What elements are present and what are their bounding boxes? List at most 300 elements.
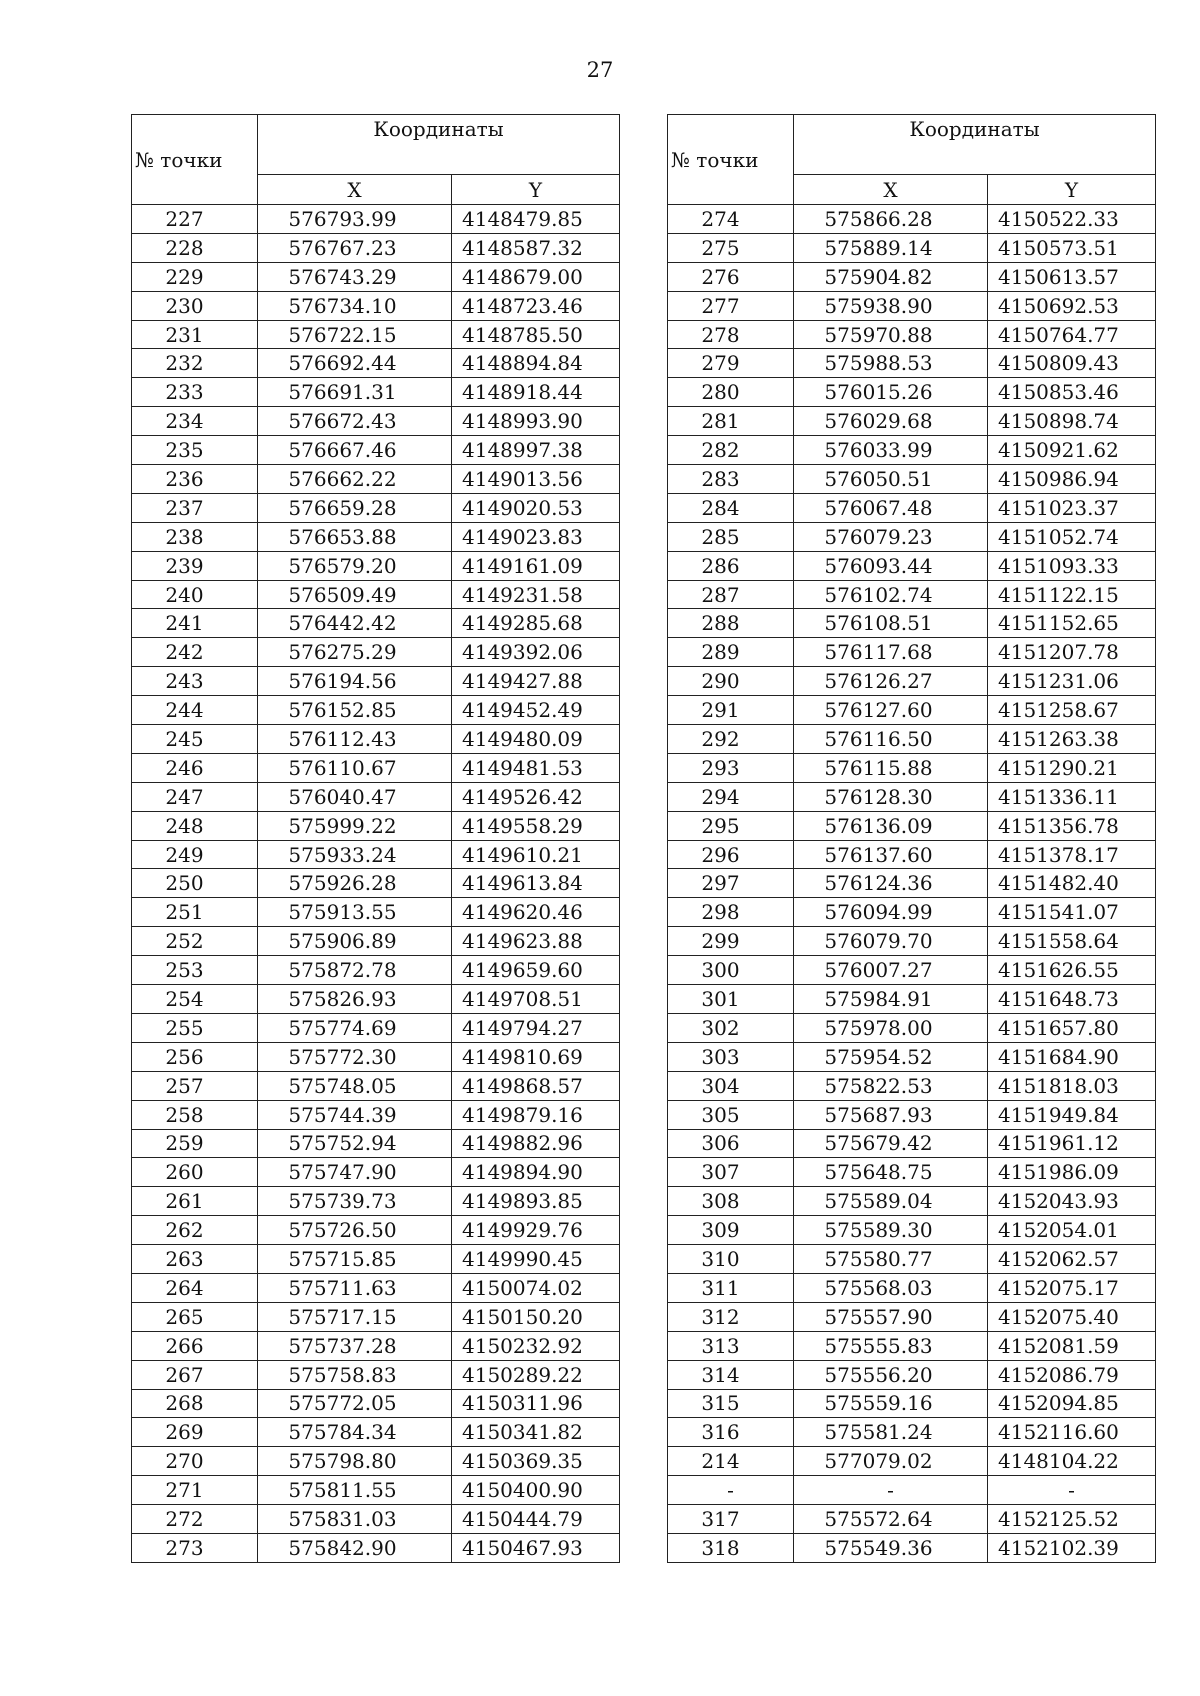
point-number-cell: 258 (132, 1100, 258, 1129)
table-row (132, 580, 620, 609)
x-coordinate-cell: 576126.27 (794, 667, 988, 696)
y-coordinate-cell: 4150400.90 (452, 1476, 620, 1505)
table-row (132, 1158, 620, 1187)
table-row (132, 1360, 620, 1389)
x-coordinate-cell: 575747.90 (258, 1158, 452, 1187)
y-coordinate-cell: 4149708.51 (452, 985, 620, 1014)
y-coordinate-cell: 4151336.11 (988, 782, 1156, 811)
table-row (668, 927, 1156, 956)
x-coordinate-cell: 576692.44 (258, 349, 452, 378)
x-coordinate-cell: 575926.28 (258, 869, 452, 898)
y-coordinate-cell: 4149161.09 (452, 551, 620, 580)
table-row (132, 1187, 620, 1216)
x-coordinate-cell: 575568.03 (794, 1273, 988, 1302)
x-coordinate-cell: 575811.55 (258, 1476, 452, 1505)
table-row (668, 1389, 1156, 1418)
table-row (132, 725, 620, 754)
table-row (668, 1505, 1156, 1534)
point-number-cell: 238 (132, 522, 258, 551)
table-row (132, 1418, 620, 1447)
x-coordinate-cell: 575589.04 (794, 1187, 988, 1216)
table-row (132, 1331, 620, 1360)
y-coordinate-cell: 4150764.77 (988, 320, 1156, 349)
table-row (132, 378, 620, 407)
y-coordinate-cell: 4148993.90 (452, 407, 620, 436)
point-number-cell: 284 (668, 493, 794, 522)
point-number-cell: 255 (132, 1013, 258, 1042)
y-coordinate-cell: 4152043.93 (988, 1187, 1156, 1216)
x-coordinate-cell: 575555.83 (794, 1331, 988, 1360)
point-number-cell: 265 (132, 1302, 258, 1331)
x-coordinate-cell: 576040.47 (258, 782, 452, 811)
coordinates-header: Координаты (258, 115, 620, 175)
x-coordinate-cell: 576033.99 (794, 436, 988, 465)
y-coordinate-cell: 4149659.60 (452, 956, 620, 985)
x-coordinate-cell: 576442.42 (258, 609, 452, 638)
x-coordinate-cell: 576767.23 (258, 233, 452, 262)
table-row (668, 1013, 1156, 1042)
y-coordinate-cell: 4148587.32 (452, 233, 620, 262)
table-row (132, 436, 620, 465)
y-coordinate-cell: 4149929.76 (452, 1216, 620, 1245)
point-number-cell: 236 (132, 465, 258, 494)
y-coordinate-cell: 4151818.03 (988, 1071, 1156, 1100)
x-coordinate-cell: 576112.43 (258, 725, 452, 754)
point-number-cell: 287 (668, 580, 794, 609)
y-coordinate-cell: 4152075.40 (988, 1302, 1156, 1331)
x-coordinate-cell: 575822.53 (794, 1071, 988, 1100)
point-number-cell: 294 (668, 782, 794, 811)
x-coordinate-cell: 576116.50 (794, 725, 988, 754)
table-row (132, 1302, 620, 1331)
table-row (668, 753, 1156, 782)
x-coordinate-cell: 576102.74 (794, 580, 988, 609)
table-row (132, 1042, 620, 1071)
y-column-header: Y (988, 175, 1156, 205)
x-coordinate-cell: 576672.43 (258, 407, 452, 436)
x-coordinate-cell: 575978.00 (794, 1013, 988, 1042)
table-row (668, 378, 1156, 407)
point-number-cell: 229 (132, 262, 258, 291)
y-coordinate-cell: 4149990.45 (452, 1245, 620, 1274)
table-row (668, 1129, 1156, 1158)
point-number-cell: 316 (668, 1418, 794, 1447)
table-row (132, 840, 620, 869)
y-coordinate-cell: 4151986.09 (988, 1158, 1156, 1187)
page-number: 27 (586, 58, 614, 82)
x-coordinate-cell: 575906.89 (258, 927, 452, 956)
table-row (132, 898, 620, 927)
point-number-cell: 253 (132, 956, 258, 985)
y-coordinate-cell: 4148785.50 (452, 320, 620, 349)
y-coordinate-cell: 4148997.38 (452, 436, 620, 465)
y-coordinate-cell: 4152054.01 (988, 1216, 1156, 1245)
table-row (132, 1505, 620, 1534)
y-coordinate-cell: 4148723.46 (452, 291, 620, 320)
y-coordinate-cell: 4150613.57 (988, 262, 1156, 291)
table-row (668, 1533, 1156, 1562)
point-number-cell: 310 (668, 1245, 794, 1274)
y-coordinate-cell: 4152094.85 (988, 1389, 1156, 1418)
point-number-cell: 241 (132, 609, 258, 638)
point-number-cell: 280 (668, 378, 794, 407)
table-row (132, 1533, 620, 1562)
point-number-cell: 262 (132, 1216, 258, 1245)
point-number-cell: 282 (668, 436, 794, 465)
point-number-cell: 234 (132, 407, 258, 436)
table-row (132, 1129, 620, 1158)
point-number-cell: 311 (668, 1273, 794, 1302)
y-coordinate-cell: 4150853.46 (988, 378, 1156, 407)
point-number-cell: 275 (668, 233, 794, 262)
y-coordinate-cell: 4148679.00 (452, 262, 620, 291)
x-coordinate-cell: 576050.51 (794, 465, 988, 494)
y-coordinate-cell: 4149623.88 (452, 927, 620, 956)
x-coordinate-cell: 575999.22 (258, 811, 452, 840)
point-number-cell: 306 (668, 1129, 794, 1158)
point-number-cell: 257 (132, 1071, 258, 1100)
point-number-cell: 307 (668, 1158, 794, 1187)
x-coordinate-cell: 576137.60 (794, 840, 988, 869)
x-coordinate-cell: 575557.90 (794, 1302, 988, 1331)
y-coordinate-cell: 4148918.44 (452, 378, 620, 407)
y-coordinate-cell: 4149526.42 (452, 782, 620, 811)
x-coordinate-cell: 576667.46 (258, 436, 452, 465)
y-coordinate-cell: 4149868.57 (452, 1071, 620, 1100)
x-coordinate-cell: 576093.44 (794, 551, 988, 580)
y-coordinate-cell: 4150074.02 (452, 1273, 620, 1302)
point-number-cell: 273 (132, 1533, 258, 1562)
y-column-header: Y (452, 175, 620, 205)
y-coordinate-cell: 4149013.56 (452, 465, 620, 494)
x-coordinate-cell: 575984.91 (794, 985, 988, 1014)
x-coordinate-cell: 575648.75 (794, 1158, 988, 1187)
x-coordinate-cell: 575711.63 (258, 1273, 452, 1302)
x-coordinate-cell: 575726.50 (258, 1216, 452, 1245)
point-number-cell: 304 (668, 1071, 794, 1100)
x-coordinate-cell: 575715.85 (258, 1245, 452, 1274)
point-number-cell: 228 (132, 233, 258, 262)
point-number-cell: 297 (668, 869, 794, 898)
y-coordinate-cell: 4151263.38 (988, 725, 1156, 754)
y-coordinate-cell: 4149427.88 (452, 667, 620, 696)
table-row (132, 1100, 620, 1129)
y-coordinate-cell: 4151052.74 (988, 522, 1156, 551)
table-row (668, 1360, 1156, 1389)
y-coordinate-cell: 4149480.09 (452, 725, 620, 754)
x-coordinate-cell: 575559.16 (794, 1389, 988, 1418)
y-coordinate-cell: 4149610.21 (452, 840, 620, 869)
y-coordinate-cell: 4150573.51 (988, 233, 1156, 262)
x-coordinate-cell: 575556.20 (794, 1360, 988, 1389)
y-coordinate-cell: 4152102.39 (988, 1533, 1156, 1562)
table-row (132, 1013, 620, 1042)
point-number-cell: 235 (132, 436, 258, 465)
x-coordinate-cell: 575580.77 (794, 1245, 988, 1274)
table-row (668, 1187, 1156, 1216)
table-row (132, 1476, 620, 1505)
point-number-cell: 308 (668, 1187, 794, 1216)
x-coordinate-cell: 575872.78 (258, 956, 452, 985)
y-coordinate-cell: 4149894.90 (452, 1158, 620, 1187)
x-coordinate-cell: 576659.28 (258, 493, 452, 522)
table-row (668, 493, 1156, 522)
table-row (668, 291, 1156, 320)
table-row (668, 1302, 1156, 1331)
point-number-cell: 313 (668, 1331, 794, 1360)
point-number-cell: 240 (132, 580, 258, 609)
point-number-cell: 270 (132, 1447, 258, 1476)
point-number-cell: 263 (132, 1245, 258, 1274)
point-number-cell: 283 (668, 465, 794, 494)
point-number-cell: 286 (668, 551, 794, 580)
point-number-cell: 266 (132, 1331, 258, 1360)
y-coordinate-cell: 4150898.74 (988, 407, 1156, 436)
table-row (132, 1447, 620, 1476)
x-column-header: X (794, 175, 988, 205)
x-coordinate-cell: 576127.60 (794, 696, 988, 725)
y-coordinate-cell: 4151657.80 (988, 1013, 1156, 1042)
x-coordinate-cell: 576579.20 (258, 551, 452, 580)
y-coordinate-cell: 4151356.78 (988, 811, 1156, 840)
x-coordinate-cell: 576117.68 (794, 638, 988, 667)
y-coordinate-cell: 4151152.65 (988, 609, 1156, 638)
table-row (132, 927, 620, 956)
y-coordinate-cell: 4151231.06 (988, 667, 1156, 696)
x-coordinate-cell: 575784.34 (258, 1418, 452, 1447)
x-coordinate-cell: 575913.55 (258, 898, 452, 927)
y-coordinate-cell: 4149794.27 (452, 1013, 620, 1042)
table-row (668, 262, 1156, 291)
point-number-cell: 295 (668, 811, 794, 840)
y-coordinate-cell: 4149810.69 (452, 1042, 620, 1071)
table-row (668, 638, 1156, 667)
x-coordinate-cell: 575589.30 (794, 1216, 988, 1245)
point-number-cell: 245 (132, 725, 258, 754)
point-number-cell: 244 (132, 696, 258, 725)
point-number-cell: 292 (668, 725, 794, 754)
point-number-cell: 248 (132, 811, 258, 840)
y-coordinate-cell: 4149882.96 (452, 1129, 620, 1158)
y-coordinate-cell: 4152125.52 (988, 1505, 1156, 1534)
y-coordinate-cell: 4151378.17 (988, 840, 1156, 869)
table-row (668, 1418, 1156, 1447)
y-coordinate-cell: 4149893.85 (452, 1187, 620, 1216)
x-coordinate-cell: 576743.29 (258, 262, 452, 291)
table-row (668, 1071, 1156, 1100)
table-row (668, 1447, 1156, 1476)
point-number-cell: 259 (132, 1129, 258, 1158)
x-coordinate-cell: 575798.80 (258, 1447, 452, 1476)
table-row (132, 291, 620, 320)
table-row (132, 465, 620, 494)
x-coordinate-cell: 575938.90 (794, 291, 988, 320)
x-coordinate-cell: 575752.94 (258, 1129, 452, 1158)
point-number-cell: 267 (132, 1360, 258, 1389)
point-number-cell: 261 (132, 1187, 258, 1216)
x-coordinate-cell: - (794, 1476, 988, 1505)
table-row (132, 985, 620, 1014)
x-coordinate-cell: 576194.56 (258, 667, 452, 696)
table-row (132, 1273, 620, 1302)
point-number-cell: 256 (132, 1042, 258, 1071)
y-coordinate-cell: 4151648.73 (988, 985, 1156, 1014)
point-number-cell: 269 (132, 1418, 258, 1447)
point-number-cell: 291 (668, 696, 794, 725)
table-row (668, 320, 1156, 349)
y-coordinate-cell: 4151023.37 (988, 493, 1156, 522)
y-coordinate-cell: 4151290.21 (988, 753, 1156, 782)
table-row (668, 609, 1156, 638)
x-coordinate-cell: 576653.88 (258, 522, 452, 551)
y-coordinate-cell: - (988, 1476, 1156, 1505)
table-row (668, 233, 1156, 262)
point-number-cell: 281 (668, 407, 794, 436)
table-row (668, 725, 1156, 754)
point-number-cell: 230 (132, 291, 258, 320)
y-coordinate-cell: 4149879.16 (452, 1100, 620, 1129)
y-coordinate-cell: 4149558.29 (452, 811, 620, 840)
y-coordinate-cell: 4149023.83 (452, 522, 620, 551)
x-coordinate-cell: 575772.05 (258, 1389, 452, 1418)
point-number-cell: 302 (668, 1013, 794, 1042)
table-row (668, 580, 1156, 609)
point-number-cell: 276 (668, 262, 794, 291)
y-coordinate-cell: 4152081.59 (988, 1331, 1156, 1360)
y-coordinate-cell: 4151684.90 (988, 1042, 1156, 1071)
table-row (132, 782, 620, 811)
point-number-cell: 250 (132, 869, 258, 898)
point-number-cell: 293 (668, 753, 794, 782)
x-coordinate-cell: 576722.15 (258, 320, 452, 349)
table-row (668, 1042, 1156, 1071)
y-coordinate-cell: 4150692.53 (988, 291, 1156, 320)
x-coordinate-cell: 575826.93 (258, 985, 452, 1014)
point-number-header: № точки (132, 115, 258, 205)
y-coordinate-cell: 4151207.78 (988, 638, 1156, 667)
point-number-cell: 279 (668, 349, 794, 378)
point-number-cell: 254 (132, 985, 258, 1014)
table-row (132, 551, 620, 580)
x-coordinate-cell: 576079.70 (794, 927, 988, 956)
table-row (668, 782, 1156, 811)
table-row (668, 551, 1156, 580)
x-coordinate-cell: 575758.83 (258, 1360, 452, 1389)
table-row (668, 956, 1156, 985)
table-row (668, 1100, 1156, 1129)
y-coordinate-cell: 4150341.82 (452, 1418, 620, 1447)
point-number-cell: 268 (132, 1389, 258, 1418)
y-coordinate-cell: 4150369.35 (452, 1447, 620, 1476)
table-row (668, 205, 1156, 234)
table-row (132, 638, 620, 667)
y-coordinate-cell: 4151122.15 (988, 580, 1156, 609)
x-coordinate-cell: 575933.24 (258, 840, 452, 869)
x-coordinate-cell: 576007.27 (794, 956, 988, 985)
x-coordinate-cell: 575549.36 (794, 1533, 988, 1562)
table-row (132, 320, 620, 349)
x-coordinate-cell: 575737.28 (258, 1331, 452, 1360)
y-coordinate-cell: 4152086.79 (988, 1360, 1156, 1389)
table-row (668, 1245, 1156, 1274)
y-coordinate-cell: 4149231.58 (452, 580, 620, 609)
x-coordinate-cell: 577079.02 (794, 1447, 988, 1476)
x-coordinate-cell: 576662.22 (258, 465, 452, 494)
table-row (668, 1158, 1156, 1187)
table-row (668, 1476, 1156, 1505)
x-coordinate-cell: 576110.67 (258, 753, 452, 782)
x-column-header: X (258, 175, 452, 205)
x-coordinate-cell: 575970.88 (794, 320, 988, 349)
y-coordinate-cell: 4150467.93 (452, 1533, 620, 1562)
table-row (668, 898, 1156, 927)
point-number-cell: 296 (668, 840, 794, 869)
table-row (668, 522, 1156, 551)
x-coordinate-cell: 576734.10 (258, 291, 452, 320)
point-number-cell: 314 (668, 1360, 794, 1389)
x-coordinate-cell: 576128.30 (794, 782, 988, 811)
y-coordinate-cell: 4150986.94 (988, 465, 1156, 494)
y-coordinate-cell: 4149452.49 (452, 696, 620, 725)
point-number-cell: 312 (668, 1302, 794, 1331)
point-number-cell: 274 (668, 205, 794, 234)
point-number-cell: 300 (668, 956, 794, 985)
x-coordinate-cell: 576029.68 (794, 407, 988, 436)
point-number-cell: 246 (132, 753, 258, 782)
x-coordinate-cell: 575954.52 (794, 1042, 988, 1071)
table-row (668, 436, 1156, 465)
point-number-cell: 242 (132, 638, 258, 667)
x-coordinate-cell: 575572.64 (794, 1505, 988, 1534)
table-row (132, 522, 620, 551)
table-row (132, 956, 620, 985)
point-number-cell: 264 (132, 1273, 258, 1302)
y-coordinate-cell: 4150289.22 (452, 1360, 620, 1389)
x-coordinate-cell: 576275.29 (258, 638, 452, 667)
point-number-cell: 290 (668, 667, 794, 696)
y-coordinate-cell: 4149620.46 (452, 898, 620, 927)
y-coordinate-cell: 4151541.07 (988, 898, 1156, 927)
point-number-cell: 239 (132, 551, 258, 580)
table-row (132, 667, 620, 696)
point-number-cell: 298 (668, 898, 794, 927)
point-number-cell: 260 (132, 1158, 258, 1187)
table-row (668, 407, 1156, 436)
y-coordinate-cell: 4151482.40 (988, 869, 1156, 898)
point-number-cell: 317 (668, 1505, 794, 1534)
x-coordinate-cell: 575748.05 (258, 1071, 452, 1100)
table-row (132, 869, 620, 898)
x-coordinate-cell: 576079.23 (794, 522, 988, 551)
point-number-cell: 301 (668, 985, 794, 1014)
x-coordinate-cell: 575842.90 (258, 1533, 452, 1562)
table-row (668, 465, 1156, 494)
x-coordinate-cell: 576108.51 (794, 609, 988, 638)
y-coordinate-cell: 4151961.12 (988, 1129, 1156, 1158)
table-row (132, 811, 620, 840)
x-coordinate-cell: 576094.99 (794, 898, 988, 927)
table-row (668, 696, 1156, 725)
point-number-cell: 243 (132, 667, 258, 696)
y-coordinate-cell: 4150522.33 (988, 205, 1156, 234)
y-coordinate-cell: 4151949.84 (988, 1100, 1156, 1129)
x-coordinate-cell: 575904.82 (794, 262, 988, 291)
point-number-cell: 318 (668, 1533, 794, 1562)
table-row (132, 349, 620, 378)
point-number-cell: 251 (132, 898, 258, 927)
point-number-cell: 299 (668, 927, 794, 956)
y-coordinate-cell: 4151258.67 (988, 696, 1156, 725)
